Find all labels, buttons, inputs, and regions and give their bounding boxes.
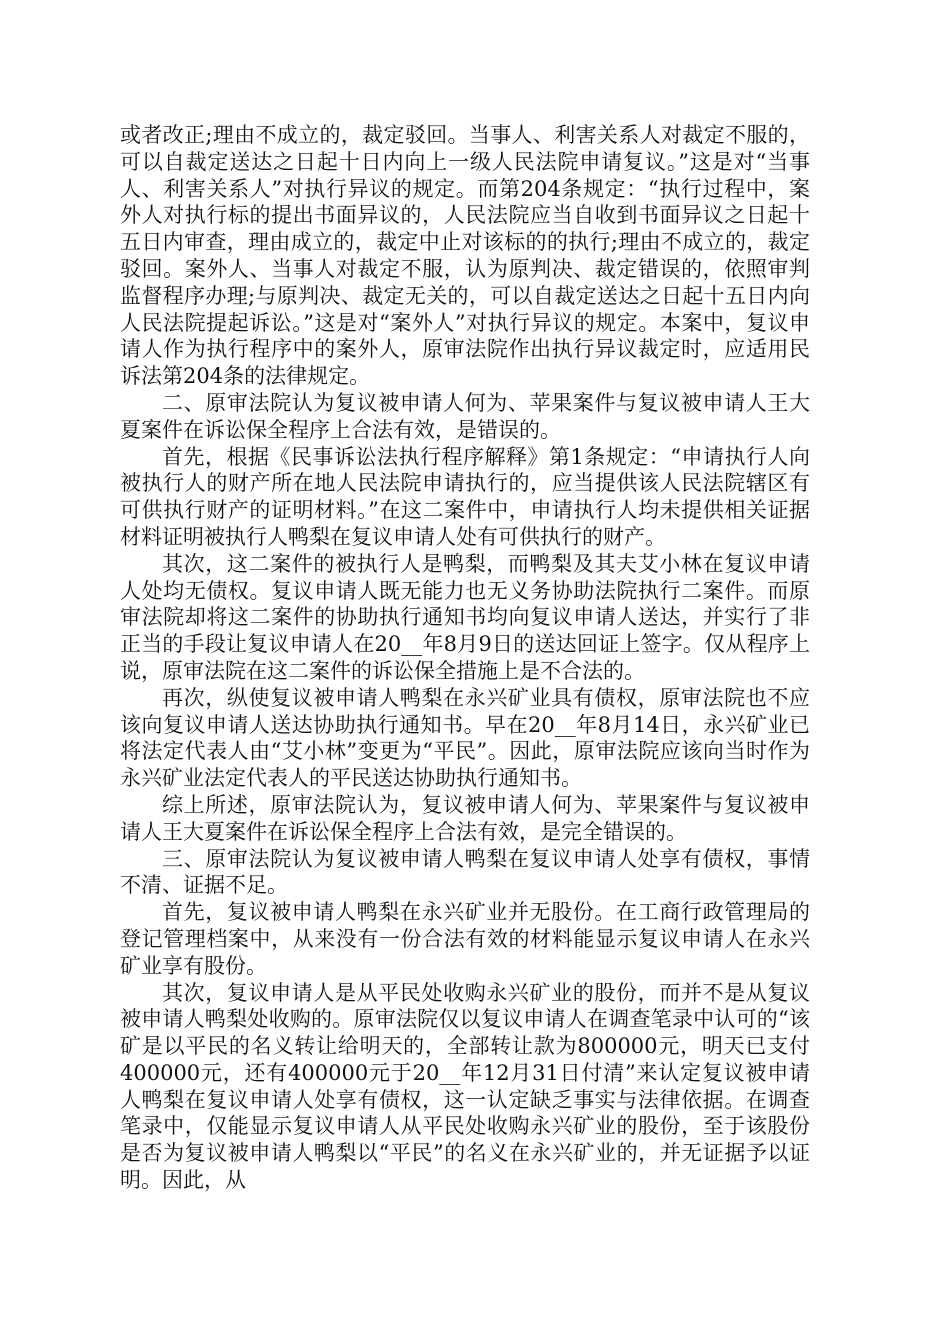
paragraph-continuation: 或者改正;理由不成立的，裁定驳回。当事人、利害关系人对裁定不服的，可以自裁定送达之日起十日内向上一级人民法院申请复议。”这是对“当事人、利害关系人”对执行异议的规定。而第204条规定：“执行过程中，案外人对执行标的提出书面异议的，人民法院应当自收到书面异议之日起十五日内审查，理由成立的，裁定中止对该标的的执行;理由不成立的，裁定驳回。案外人、当事人对裁定不服，认为原判决、裁定错误的，依照审判监督程序办理;与原判决、裁定无关的，可以自裁定送达之日起十五日内向人民法院提起诉讼。”这是对“案外人”对执行异议的规定。本案中，复议申请人作为执行程序中的案外人，原审法院作出执行异议裁定时，应适用民诉法第204条的法律规定。 [120, 123, 810, 389]
paragraph: 其次，复议申请人是从平民处收购永兴矿业的股份，而并不是从复议被申请人鸭梨处收购的。原审法院仅以复议申请人在调查笔录中认可的“该矿是以平民的名义转让给明天的，全部转让款为800000元，明天已支付400000元，还有400000元于20__年12月31日付清”来认定复议被申请人鸭梨在复议申请人处享有债权，这一认定缺乏事实与法律依据。在调查笔录中，仅能显示复议申请人从平民处收购永兴矿业的股份，至于该股份是否为复议被申请人鸭梨以“平民”的名义在永兴矿业的，并无证据予以证明。因此，从 [120, 980, 810, 1193]
paragraph: 其次，这二案件的被执行人是鸭梨，而鸭梨及其夫艾小林在复议申请人处均无债权。复议申请人既无能力也无义务协助法院执行二案件。而原审法院却将这二案件的协助执行通知书均向复议申请人送达，并实行了非正当的手段让复议申请人在20__年8月9日的送达回证上签字。仅从程序上说，原审法院在这二案件的诉讼保全措施上是不合法的。 [120, 551, 810, 683]
paragraph: 再次，纵使复议被申请人鸭梨在永兴矿业具有债权，原审法院也不应该向复议申请人送达协助执行通知书。早在20__年8月14日，永兴矿业已将法定代表人由“艾小林”变更为“平民”。因此，原审法院应该向当时作为永兴矿业法定代表人的平民送达协助执行通知书。 [120, 685, 810, 791]
paragraph: 首先，根据《民事诉讼法执行程序解释》第1条规定：“申请执行人向被执行人的财产所在地人民法院申请执行的，应当提供该人民法院辖区有可供执行财产的证明材料。”在这二案件中，申请执行人均未提供相关证据材料证明被执行人鸭梨在复议申请人处有可供执行的财产。 [120, 444, 810, 549]
paragraph-heading-two: 二、原审法院认为复议被申请人何为、苹果案件与复议被申请人王大夏案件在诉讼保全程序上合法有效，是错误的。 [120, 390, 810, 442]
paragraph-summary: 综上所述，原审法院认为，复议被申请人何为、苹果案件与复议被申请人王大夏案件在诉讼保全程序上合法有效，是完全错误的。 [120, 792, 810, 844]
paragraph: 首先，复议被申请人鸭梨在永兴矿业并无股份。在工商行政管理局的登记管理档案中，从来没有一份合法有效的材料能显示复议申请人在永兴矿业享有股份。 [120, 900, 810, 978]
document-body [120, 122, 810, 1194]
paragraph-heading-three: 三、原审法院认为复议被申请人鸭梨在复议申请人处享有债权，事情不清、证据不足。 [120, 846, 810, 898]
